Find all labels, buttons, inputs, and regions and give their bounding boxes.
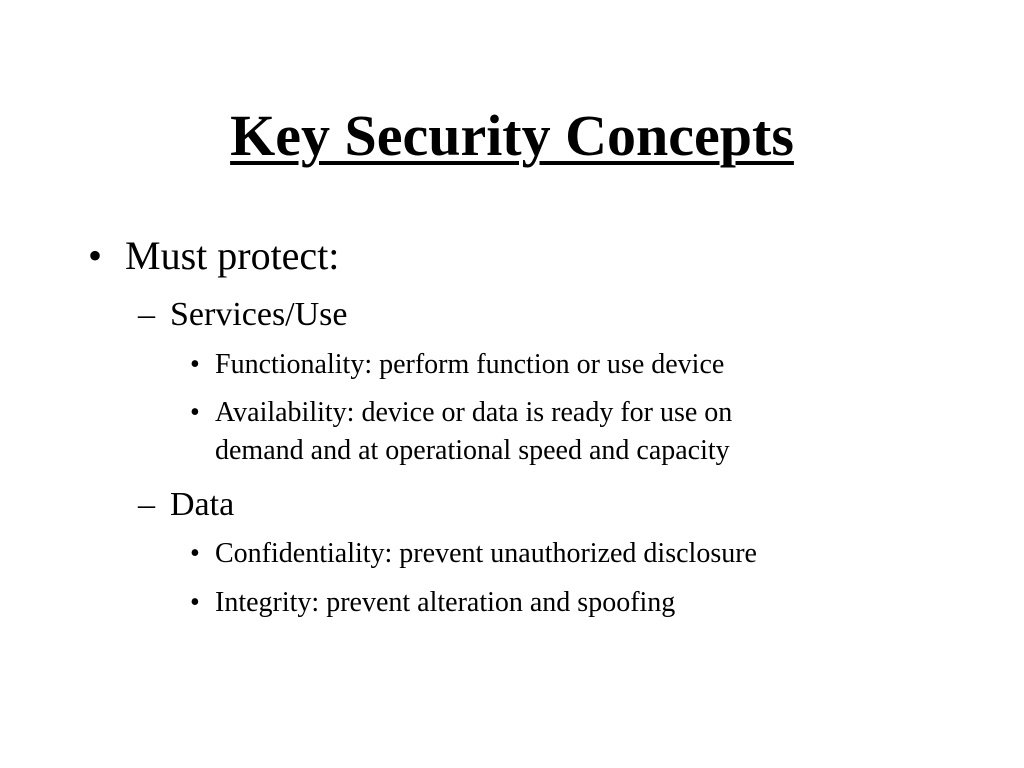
bullet-item-must-protect — [88, 232, 488, 280]
bullet-text: Must protect: — [125, 233, 340, 278]
bullet-marker: • — [190, 397, 200, 428]
sub-sub-bullet-item-functionality — [190, 346, 890, 384]
sub-sub-bullet-text: Integrity: prevent alteration and spoofing — [215, 587, 676, 618]
bullet-marker: • — [190, 538, 200, 569]
sub-sub-bullet-text: Functionality: perform function or use device — [215, 349, 725, 380]
sub-bullet-item-services-use — [138, 294, 538, 336]
sub-sub-bullet-item-availability — [190, 394, 910, 470]
sub-sub-bullet-item-integrity — [190, 584, 910, 622]
slide-title: Key Security Concepts — [230, 103, 794, 168]
dash-marker: – — [138, 296, 155, 333]
bullet-marker: • — [190, 587, 200, 618]
sub-sub-bullet-item-confidentiality — [190, 535, 910, 573]
sub-bullet-text: Data — [170, 486, 235, 523]
bullet-marker: • — [88, 233, 103, 278]
sub-bullet-text: Services/Use — [170, 296, 348, 333]
sub-sub-bullet-text-line-1: Availability: device or data is ready for use on — [215, 397, 733, 428]
sub-sub-bullet-text: Confidentiality: prevent unauthorized disclosure — [215, 538, 757, 569]
dash-marker: – — [138, 486, 155, 523]
sub-bullet-item-data — [138, 484, 538, 526]
sub-sub-bullet-text-line-2: demand and at operational speed and capacity — [215, 435, 730, 466]
bullet-marker: • — [190, 349, 200, 380]
